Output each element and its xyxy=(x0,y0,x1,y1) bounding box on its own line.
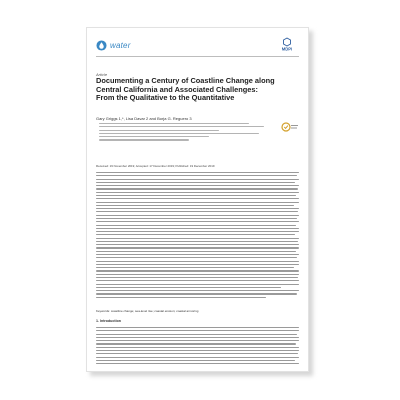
publication-dates: Received: 19 November 2019; Accepted: 17 December 2019; Published: 19 December 2019 xyxy=(96,164,215,168)
check-for-updates-icon xyxy=(281,121,299,135)
header-divider xyxy=(96,56,299,57)
article-title: Documenting a Century of Coastline Change along Central California and Associated Challenges: From the Qualitative to the Quantitative xyxy=(96,76,275,103)
journal-header xyxy=(96,40,131,51)
keywords: Keywords: coastline change; sea-level rise; coastal erosion; coastal armoring xyxy=(96,309,199,313)
section-heading: 1. Introduction xyxy=(96,319,121,323)
journal-name: water xyxy=(110,41,131,50)
introduction-text xyxy=(96,327,299,366)
author-list: Gary Griggs 1,*, Lisa Davar 2 and Borja G. Reguero 3 xyxy=(96,116,192,121)
mdpi-logo-icon xyxy=(275,37,299,51)
affiliations xyxy=(99,123,269,143)
water-drop-logo-icon xyxy=(96,40,107,51)
abstract-text xyxy=(96,172,299,300)
publisher-name: MDPI xyxy=(281,46,293,51)
paper-page xyxy=(86,27,309,372)
article-type: Article xyxy=(96,72,108,77)
